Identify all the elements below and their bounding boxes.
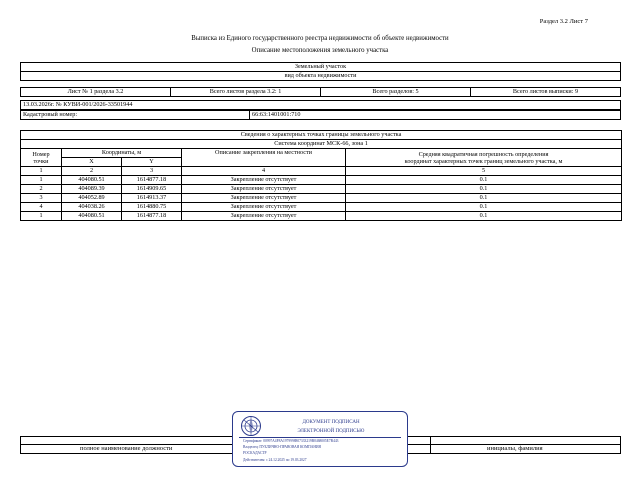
point-number: 2 (21, 185, 62, 194)
point-y: 1614877.18 (122, 212, 182, 221)
cadastral-number: 66:63:1401001:710 (250, 111, 621, 120)
point-error: 0.1 (346, 203, 622, 212)
point-description: Закрепление отсутствует (182, 212, 346, 221)
point-error: 0.1 (346, 176, 622, 185)
table-row (21, 176, 622, 185)
point-number: 1 (21, 176, 62, 185)
divider (20, 436, 21, 454)
point-y: 1614909.65 (122, 185, 182, 194)
header-x: X (62, 158, 122, 167)
point-x: 404052.89 (62, 194, 122, 203)
point-error: 0.1 (346, 194, 622, 203)
points-table (20, 130, 622, 221)
points-title: Сведения о характерных точках границы земельного участка (21, 131, 622, 140)
point-description: Закрепление отсутствует (182, 203, 346, 212)
sheets-table (20, 87, 621, 97)
header-error-line1: Средняя квадратичная погрешность определения (418, 150, 549, 158)
stamp-heading-2: ЭЛЕКТРОННОЙ ПОДПИСЬЮ (297, 429, 365, 434)
object-table (20, 62, 621, 81)
name-caption: инициалы, фамилия (487, 445, 543, 452)
point-description: Закрепление отсутствует (182, 185, 346, 194)
divider (620, 436, 621, 454)
point-y: 1614877.18 (122, 176, 182, 185)
col-number: 4 (182, 167, 346, 176)
object-type-caption: вид объекта недвижимости (21, 72, 621, 81)
stamp-validity: Действителен: с 24.12.2025 по 19.03.2027 (243, 458, 307, 462)
col-number: 5 (346, 167, 622, 176)
electronic-signature-stamp (232, 411, 408, 467)
stamp-certificate: Сертификат: 00997A4F8A1979998807333219B0468005E7B443 (243, 439, 339, 443)
table-row (21, 185, 622, 194)
document-title: Выписка из Единого государственного реестра недвижимости об объекте недвижимости (191, 35, 449, 42)
registry-table (20, 100, 621, 110)
point-error: 0.1 (346, 212, 622, 221)
cadastral-label: Кадастровый номер: (21, 111, 250, 120)
position-caption: полное наименование должности (80, 445, 173, 452)
point-x: 404089.39 (62, 185, 122, 194)
col-number: 2 (62, 167, 122, 176)
document-subtitle: Описание местоположения земельного участка (251, 47, 389, 54)
stamp-owner-2: РОСКАДАСТР (243, 451, 267, 455)
point-error: 0.1 (346, 185, 622, 194)
header-error-line2: координат характерных точек границ земельного участка, м (404, 157, 563, 165)
header-error (346, 149, 622, 167)
point-description: Закрепление отсутствует (182, 194, 346, 203)
divider (239, 437, 401, 438)
point-number: 3 (21, 194, 62, 203)
point-description: Закрепление отсутствует (182, 176, 346, 185)
sheet-number: Лист № 1 раздела 3.2 (21, 88, 171, 97)
point-x: 404080.51 (62, 176, 122, 185)
section-sheet-label: Раздел 3.2 Лист 7 (539, 18, 588, 25)
stamp-owner: Владелец: ПУБЛИЧНО-ПРАВОВАЯ КОМПАНИЯ (243, 445, 321, 449)
point-number: 4 (21, 203, 62, 212)
sheets-in-section: Всего листов раздела 3.2: 1 (171, 88, 321, 97)
divider (430, 436, 431, 454)
col-number: 1 (21, 167, 62, 176)
header-point-number (21, 149, 62, 167)
stamp-heading: ДОКУМЕНТ ПОДПИСАН (302, 420, 360, 425)
point-number: 1 (21, 212, 62, 221)
header-coordinates: Координаты, м (62, 149, 182, 158)
cadastral-table (20, 110, 621, 120)
point-x: 404038.26 (62, 203, 122, 212)
coordinate-system: Система координат МСК-66, зона 1 (21, 140, 622, 149)
object-name: Земельный участок (21, 63, 621, 72)
header-description: Описание закрепления на местности (182, 149, 346, 167)
total-sections: Всего разделов: 5 (321, 88, 471, 97)
table-row (21, 194, 622, 203)
header-number-line2: точки (33, 157, 49, 165)
registry-line: 13.03.2026г. № КУВИ-001/2026-33501944 (21, 101, 621, 110)
total-sheets: Всего листов выписки: 9 (471, 88, 621, 97)
table-row (21, 203, 622, 212)
point-y: 1614880.75 (122, 203, 182, 212)
point-x: 404080.51 (62, 212, 122, 221)
header-number-line1: Номер (32, 150, 50, 158)
col-number: 3 (122, 167, 182, 176)
table-row (21, 212, 622, 221)
header-y: Y (122, 158, 182, 167)
point-y: 1614913.37 (122, 194, 182, 203)
column-numbers-row (21, 167, 622, 176)
